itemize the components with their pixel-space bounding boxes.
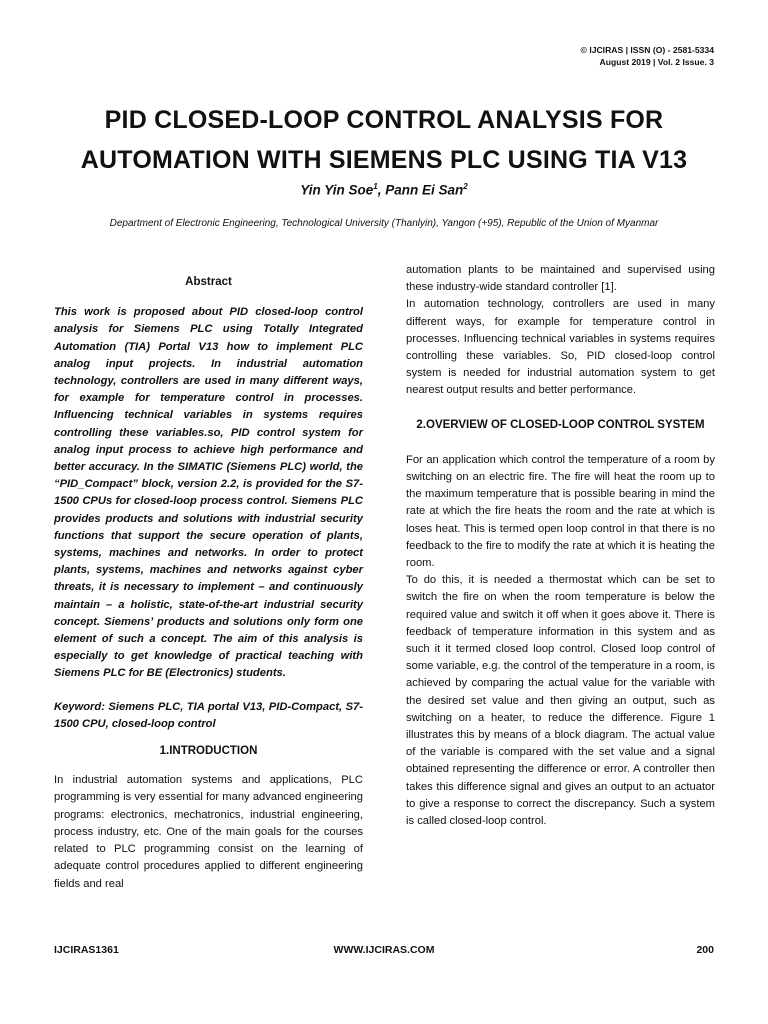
abstract-text: This work is proposed about PID closed-loop control analysis for Siemens PLC using Totally Integrated Automation (TIA) Portal V13 how to implement PLC analog input projects. In industrial automation technology, controllers are used in many different ways, for example for temperature control in processes. Influencing technical variables in systems requires controlling these variables.so, PID control system for analog input process to achieve high performance and better accuracy. In the SIMATIC (Siemens PLC) world, the “PID_Compact” block, version 2.2, is provided for the S7-1500 CPUs for closed-loop process control. Siemens PLC provides products and solutions with industrial security functions that support the secure operation of plants, systems, machines and networks. In order to protect plants, systems, machines and networks against cyber threats, it is necessary to implement – and continuously maintain – a holistic, state-of-the-art industrial security concept. Siemens’ products and solutions only form one element of such a concept. The aim of this analysis is especially to get knowledge of practical teaching with Siemens PLC for BE (Electronics) students. (54, 306, 363, 680)
keywords: Keyword: Siemens PLC, TIA portal V13, PID-Compact, S7-1500 CPU, closed-loop control (54, 700, 363, 730)
affiliation: Department of Electronic Engineering, Technological University (Thanlyin), Yangon (+95), Republic of the Union of Myanmar (109, 218, 659, 229)
abstract-heading: Abstract (185, 276, 232, 288)
page-footer (54, 944, 714, 960)
author-2-affiliation-mark: 2 (463, 182, 468, 191)
paper-title (40, 100, 728, 180)
section-1-heading: 1.INTRODUCTION (159, 745, 258, 758)
right-column (406, 262, 715, 830)
page-number: 200 (696, 944, 714, 956)
journal-meta (581, 44, 714, 68)
footer-article-id: IJCIRAS1361 (54, 944, 119, 956)
author-1-affiliation-mark: 1 (373, 182, 378, 191)
author-list (0, 182, 768, 198)
intro-paragraph-2: In automation technology, controllers are used in many different ways, for example for temperature control in processes. Influencing technical variables in systems requires controlling these variables. So, PID closed-loop control system is needed for industrial automation system to get nearest output results and better performance. (406, 298, 715, 397)
author-2: Pann Ei San (385, 182, 464, 198)
journal-issn-line: © IJCIRAS | ISSN (O) - 2581-5334 (580, 45, 714, 55)
section-2-paragraph-1: For an application which control the temperature of a room by switching on an electric fire. The fire will heat the room up to the maximum temperature that is possible bearing in mind the rate at which the fire heats the room and the rate at which is loses heat. This is termed open loop control in that there is no feedback to the fire to modify the rate at which it is heating the room. (406, 453, 715, 570)
section-1-text: In industrial automation systems and applications, PLC programming is very essential for many advanced engineering programs: electronics, mechatronics, industrial engineering, process industry, etc. One of the main goals for the courses related to PLC programming consist on the learning of adequate control procedures applied to different engineering fields and real (54, 774, 363, 890)
intro-continuation-paragraph: automation plants to be maintained and supervised using these industry-wide standard controller [1]. (406, 264, 715, 294)
title-line-2: AUTOMATION WITH SIEMENS PLC USING TIA V13 (80, 146, 688, 174)
footer-website: WWW.IJCIRAS.COM (333, 944, 435, 956)
section-2-heading: 2.OVERVIEW OF CLOSED-LOOP CONTROL SYSTEM (416, 418, 705, 431)
section-2-paragraph-2: To do this, it is needed a thermostat which can be set to switch the fire on when the room temperature is below the required value and switch it off when it goes above it. There is feedback of temperature information in this system and as such it it termed closed loop control. Closed loop control of some variable, e.g. the control of the temperature in a room, is achieved by comparing the actual value for the variable with the desired set value and then giving an output, such as switching on a heater, to reduce the difference. Figure 1 illustrates this by means of a block diagram. The actual value of the variable is compared with the set value and a signal obtained representing the difference or error. A controller then takes this difference signal and gives an output to an actuator to give a response to correct the discrepancy. Such a system is called closed-loop control. (406, 574, 715, 828)
title-line-1: PID CLOSED-LOOP CONTROL ANALYSIS FOR (104, 106, 664, 134)
left-column (54, 262, 363, 893)
author-1: Yin Yin Soe (300, 182, 374, 198)
journal-issue-line: August 2019 | Vol. 2 Issue. 3 (599, 57, 714, 67)
author-separator: , (377, 182, 386, 198)
